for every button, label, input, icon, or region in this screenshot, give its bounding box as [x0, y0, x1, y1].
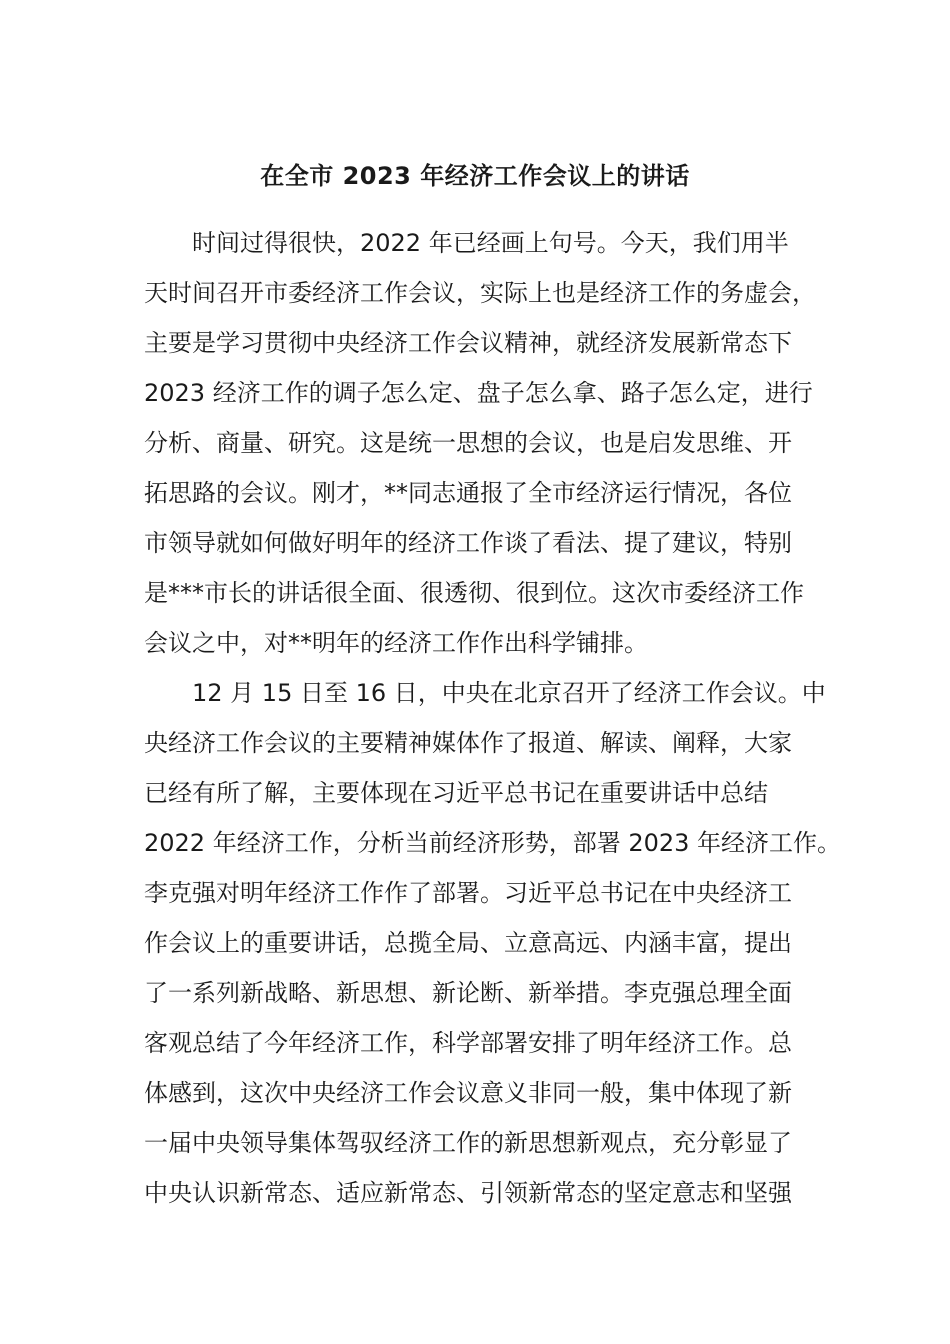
paragraph-line: 市领导就如何做好明年的经济工作谈了看法、提了建议，特别: [144, 529, 792, 557]
paragraph-line: 2022 年经济工作，分析当前经济形势，部署 2023 年经济工作。: [144, 829, 842, 857]
paragraph-line: 拓思路的会议。刚才，**同志通报了全市经济运行情况，各位: [144, 479, 792, 507]
document-body: [144, 218, 842, 1218]
paragraph-2: [144, 668, 842, 1218]
paragraph-line: 中央认识新常态、适应新常态、引领新常态的坚定意志和坚强: [144, 1179, 792, 1207]
paragraph-line: 一届中央领导集体驾驭经济工作的新思想新观点，充分彰显了: [144, 1129, 792, 1157]
document-title: 在全市 2023 年经济工作会议上的讲话: [260, 162, 690, 190]
paragraph-line: 天时间召开市委经济工作会议，实际上也是经济工作的务虚会，: [144, 279, 816, 307]
paragraph-line: 体感到，这次中央经济工作会议意义非同一般，集中体现了新: [144, 1079, 792, 1107]
paragraph-line: 李克强对明年经济工作作了部署。习近平总书记在中央经济工: [144, 879, 792, 907]
paragraph-1: [144, 218, 824, 668]
paragraph-line: 作会议上的重要讲话，总揽全局、立意高远、内涵丰富，提出: [144, 929, 792, 957]
paragraph-line: 了一系列新战略、新思想、新论断、新举措。李克强总理全面: [144, 979, 792, 1007]
paragraph-line: 分析、商量、研究。这是统一思想的会议，也是启发思维、开: [144, 429, 792, 457]
paragraph-line: 12 月 15 日至 16 日，中央在北京召开了经济工作会议。中: [192, 679, 826, 707]
paragraph-line: 2023 经济工作的调子怎么定、盘子怎么拿、路子怎么定，进行: [144, 379, 813, 407]
paragraph-line: 时间过得很快，2022 年已经画上句号。今天，我们用半: [192, 229, 789, 257]
paragraph-line: 客观总结了今年经济工作，科学部署安排了明年经济工作。总: [144, 1029, 792, 1057]
paragraph-line: 是***市长的讲话很全面、很透彻、很到位。这次市委经济工作: [144, 579, 804, 607]
paragraph-line: 会议之中，对**明年的经济工作作出科学铺排。: [144, 629, 648, 657]
paragraph-line: 主要是学习贯彻中央经济工作会议精神，就经济发展新常态下: [144, 329, 792, 357]
paragraph-line: 央经济工作会议的主要精神媒体作了报道、解读、阐释，大家: [144, 729, 792, 757]
paragraph-line: 已经有所了解，主要体现在习近平总书记在重要讲话中总结: [144, 779, 768, 807]
